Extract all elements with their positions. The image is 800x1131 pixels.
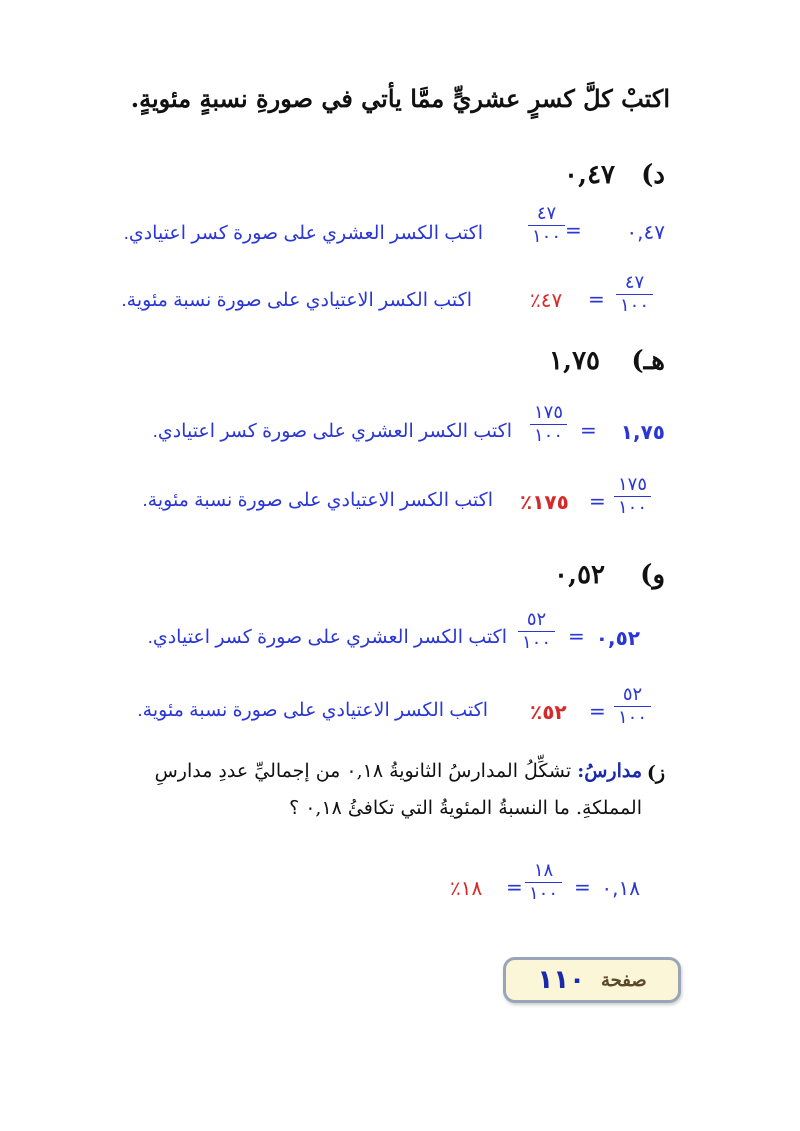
problem-text-line1: تشكِّلُ المدارسُ الثانويةُ ٠,١٨ من إجماليِّ عددِ مدارسِ	[154, 760, 572, 782]
page-number: ١١٠	[537, 965, 585, 995]
numerator: ٤٧	[624, 272, 645, 293]
section-w-step2-instruction: اكتب الكسر الاعتيادي على صورة نسبة مئوية.	[137, 700, 488, 721]
exercise-title: اكتبْ كلَّ كسرٍ عشريٍّ ممَّا يأتي في صورةِ نسبةٍ مئويةٍ.	[130, 84, 670, 113]
numerator: ١٨	[533, 860, 554, 881]
problem-label: ز)	[646, 762, 665, 784]
denominator: ١٠٠	[522, 632, 552, 653]
section-h-step2-result: ٪١٧٥	[520, 490, 569, 514]
section-w-number: ٠,٥٢	[554, 560, 605, 590]
denominator: ١٠٠	[620, 295, 650, 316]
section-d-step1-result: ٠,٤٧	[626, 220, 665, 244]
equals-sign: =	[506, 875, 523, 899]
section-d-step2-result: ٪٤٧	[530, 288, 563, 312]
answer-fraction	[525, 860, 562, 905]
section-d-step1-instruction: اكتب الكسر العشري على صورة كسر اعتيادي.	[123, 223, 483, 244]
equals-sign: =	[565, 218, 582, 242]
section-d-number: ٠,٤٧	[564, 160, 615, 190]
section-h-step2-fraction	[614, 474, 651, 519]
equals-sign: =	[589, 489, 606, 513]
numerator: ١٧٥	[534, 402, 564, 423]
page-label: صفحة	[600, 969, 647, 991]
problem-text-line2: المملكةِ. ما النسبةُ المئويةُ التي تكافئُ ٠,١٨ ؟	[289, 797, 642, 819]
numerator: ٥٢	[526, 609, 547, 630]
equals-sign: =	[580, 418, 597, 442]
section-h-number: ١,٧٥	[549, 346, 600, 376]
section-w-step1-instruction: اكتب الكسر العشري على صورة كسر اعتيادي.	[147, 627, 507, 648]
page-number-badge	[503, 957, 681, 1003]
section-h-step1-instruction: اكتب الكسر العشري على صورة كسر اعتيادي.	[152, 421, 512, 442]
equals-sign: =	[589, 699, 606, 723]
problem-keyword: مدارسُ:	[577, 760, 642, 782]
equals-sign: =	[568, 624, 585, 648]
section-h-label: هـ)	[631, 346, 665, 376]
section-h-step2-instruction: اكتب الكسر الاعتيادي على صورة نسبة مئوية.	[142, 490, 493, 511]
equals-sign: =	[574, 875, 591, 899]
section-h-step1-result: ١,٧٥	[620, 420, 665, 444]
section-w-step2-fraction	[614, 684, 651, 729]
section-d-step1-fraction	[528, 203, 565, 248]
problem-line1	[155, 760, 642, 782]
numerator: ٥٢	[622, 684, 643, 705]
section-w-label: و)	[640, 560, 665, 590]
denominator: ١٠٠	[534, 425, 564, 446]
denominator: ١٠٠	[618, 707, 648, 728]
numerator: ٤٧	[536, 203, 557, 224]
answer-percent: ٪١٨	[450, 876, 483, 900]
section-w-step2-result: ٪٥٢	[530, 700, 567, 724]
denominator: ١٠٠	[529, 883, 559, 904]
section-w-step1-result: ٠,٥٢	[595, 626, 640, 650]
answer-decimal: ٠,١٨	[601, 876, 640, 900]
equals-sign: =	[588, 287, 605, 311]
section-d-step2-instruction: اكتب الكسر الاعتيادي على صورة نسبة مئوية.	[121, 290, 472, 311]
denominator: ١٠٠	[618, 497, 648, 518]
numerator: ١٧٥	[618, 474, 648, 495]
denominator: ١٠٠	[532, 226, 562, 247]
section-w-step1-fraction	[518, 609, 555, 654]
section-d-label: د)	[641, 160, 665, 190]
section-h-step1-fraction	[530, 402, 567, 447]
section-d-step2-fraction	[616, 272, 653, 317]
